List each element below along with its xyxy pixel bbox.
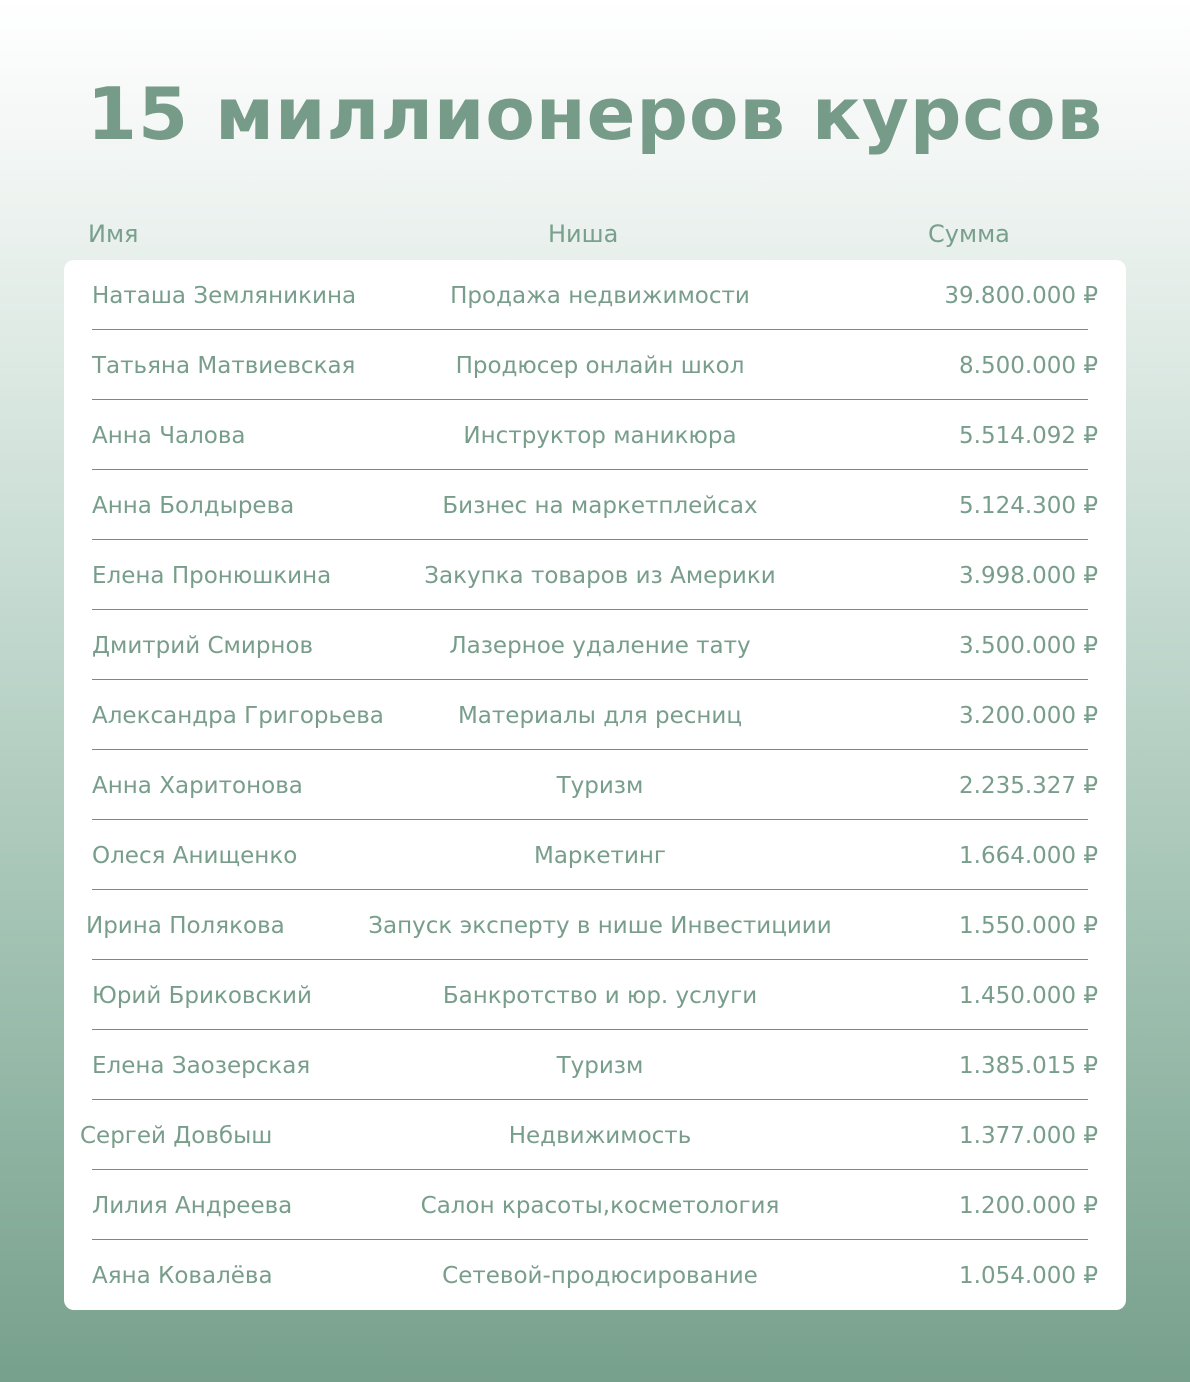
row-name: Аяна Ковалёва (92, 1263, 273, 1289)
row-amount: 3.998.000 ₽ (959, 563, 1098, 589)
row-amount: 1.200.000 ₽ (959, 1193, 1098, 1219)
row-name: Сергей Довбыш (80, 1123, 273, 1149)
table-row (64, 820, 1126, 890)
table-card (64, 260, 1126, 1310)
row-amount: 8.500.000 ₽ (959, 353, 1098, 379)
row-name: Лилия Андреева (92, 1193, 293, 1219)
row-amount: 3.500.000 ₽ (959, 633, 1098, 659)
row-amount: 5.124.300 ₽ (959, 493, 1098, 519)
row-amount: 3.200.000 ₽ (959, 703, 1098, 729)
table-row (64, 960, 1126, 1030)
row-name: Ирина Полякова (86, 913, 285, 939)
row-name: Наташа Земляникина (92, 283, 357, 309)
row-niche: Туризм (556, 773, 644, 799)
row-niche: Продюсер онлайн школ (455, 353, 745, 379)
table-row (64, 540, 1126, 610)
row-name: Анна Харитонова (92, 773, 303, 799)
row-name: Татьяна Матвиевская (92, 353, 356, 379)
row-niche: Банкротство и юр. услуги (442, 983, 758, 1009)
row-niche: Инструктор маникюра (463, 423, 737, 449)
row-name: Анна Болдырева (92, 493, 295, 519)
column-header-niche: Ниша (548, 220, 619, 248)
row-niche: Туризм (556, 1053, 644, 1079)
row-niche: Недвижимость (508, 1123, 692, 1149)
row-name: Олеся Анищенко (92, 843, 298, 869)
table-row (64, 680, 1126, 750)
table-row (64, 1170, 1126, 1240)
row-amount: 1.450.000 ₽ (959, 983, 1098, 1009)
table-row (64, 1030, 1126, 1100)
table-row (64, 400, 1126, 470)
row-niche: Салон красоты,косметология (420, 1193, 780, 1219)
row-amount: 2.235.327 ₽ (959, 773, 1098, 799)
table-row (64, 750, 1126, 820)
row-name: Елена Заозерская (92, 1053, 311, 1079)
row-niche: Запуск эксперту в нише Инвестициии (368, 913, 832, 939)
column-header-name: Имя (88, 220, 139, 248)
row-name: Анна Чалова (92, 423, 246, 449)
row-amount: 1.385.015 ₽ (959, 1053, 1098, 1079)
table-row (64, 610, 1126, 680)
table-row (64, 1100, 1126, 1170)
page-title: 15 миллионеров курсов (86, 72, 1104, 156)
row-niche: Продажа недвижимости (450, 283, 750, 309)
row-amount: 39.800.000 ₽ (944, 283, 1098, 309)
row-name: Александра Григорьева (92, 703, 384, 729)
row-niche: Сетевой-продюсирование (442, 1263, 758, 1289)
row-niche: Маркетинг (533, 843, 667, 869)
row-amount: 1.550.000 ₽ (959, 913, 1098, 939)
row-niche: Материалы для ресниц (457, 703, 743, 729)
table-row (64, 330, 1126, 400)
row-name: Дмитрий Смирнов (92, 633, 314, 659)
row-amount: 1.664.000 ₽ (959, 843, 1098, 869)
row-name: Юрий Бриковский (92, 983, 312, 1009)
row-niche: Бизнес на маркетплейсах (442, 493, 758, 519)
row-name: Елена Пронюшкина (92, 563, 332, 589)
row-niche: Лазерное удаление тату (449, 633, 751, 659)
table-row (64, 890, 1126, 960)
table-row (64, 260, 1126, 330)
table-row (64, 470, 1126, 540)
row-amount: 5.514.092 ₽ (959, 423, 1098, 449)
table-row (64, 1240, 1126, 1310)
column-header-amount: Сумма (928, 220, 1010, 248)
row-amount: 1.377.000 ₽ (959, 1123, 1098, 1149)
row-niche: Закупка товаров из Америки (424, 563, 776, 589)
row-amount: 1.054.000 ₽ (959, 1263, 1098, 1289)
